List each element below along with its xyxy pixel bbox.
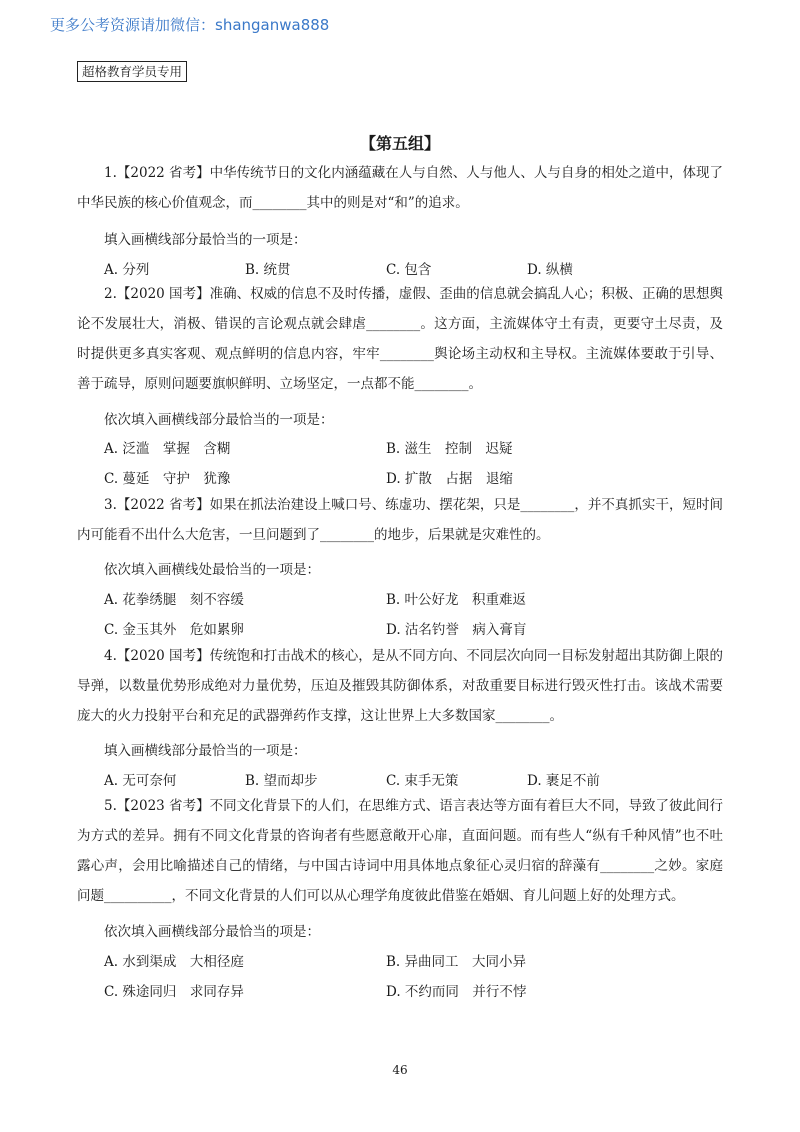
question-stem: 1.【2022 省考】中华传统节日的文化内涵蕴藏在人与自然、人与他人、人与自身的相处之道中，体现了中华民族的核心价值观念，而________其中的则是对“和”的追求。 [77,165,723,211]
question-2 [77,279,723,399]
question-instruction: 依次填入画横线部分最恰当的一项是： [104,412,334,428]
option-b[interactable]: B. 望而却步 [245,773,318,789]
option-b[interactable]: B. 统贯 [245,262,291,278]
option-d[interactable]: D. 不约而同 并行不悖 [386,984,527,1000]
question-4 [77,641,723,731]
group-title: 【第五组】 [359,134,440,153]
page-number: 46 [392,1063,408,1077]
option-a[interactable]: A. 分列 [104,262,150,278]
question-instruction: 填入画横线部分最恰当的一项是： [104,232,307,248]
question-3 [77,490,723,550]
option-b[interactable]: B. 异曲同工 大同小异 [386,954,527,970]
question-stem: 5.【2023 省考】不同文化背景下的人们，在思维方式、语言表达等方面有着巨大不同，导致了彼此间行为方式的差异。拥有不同文化背景的咨询者有些愿意敞开心扉，直面问题。而有些人“纵有千种风情”也不吐露心声，会用比喻描述自己的情绪，与中国古诗词中用具体地点象征心灵归宿的辞藻有________之妙。家庭问题__________，不同文化背景的人们可以从心理学角度彼此借鉴在婚姻、育儿问题上好的处理方式。 [77,798,723,904]
option-c[interactable]: C. 包含 [386,262,432,278]
watermark-text: 更多公考资源请加微信：shanganwa888 [50,16,330,34]
option-a[interactable]: A. 水到渠成 大相径庭 [104,954,244,970]
option-c[interactable]: C. 蔓延 守护 犹豫 [104,471,231,487]
exclusive-tag: 超格教育学员专用 [77,61,187,82]
option-c[interactable]: C. 金玉其外 危如累卵 [104,622,244,638]
option-a[interactable]: A. 花拳绣腿 刻不容缓 [104,592,244,608]
question-1 [77,158,723,218]
option-c[interactable]: C. 束手无策 [386,773,459,789]
option-c[interactable]: C. 殊途同归 求同存异 [104,984,244,1000]
option-d[interactable]: D. 沽名钓誉 病入膏肓 [386,622,527,638]
option-a[interactable]: A. 无可奈何 [104,773,177,789]
question-instruction: 依次填入画横线处最恰当的一项是： [104,562,320,578]
option-d[interactable]: D. 裹足不前 [527,773,600,789]
question-stem: 4.【2020 国考】传统饱和打击战术的核心，是从不同方向、不同层次向同一目标发射超出其防御上限的导弹，以数量优势形成绝对力量优势，压迫及摧毁其防御体系，对敌重要目标进行毁灭性打击。该战术需要庞大的火力投射平台和充足的武器弹药作支撑，这让世界上大多数国家________。 [77,648,723,724]
question-instruction: 依次填入画横线部分最恰当的项是： [104,924,320,940]
question-stem: 3.【2022 省考】如果在抓法治建设上喊口号、练虚功、摆花架，只是________，并不真抓实干，短时间内可能看不出什么大危害，一旦问题到了________的地步，后果就是灾难性的。 [77,497,723,543]
option-d[interactable]: D. 扩散 占据 退缩 [386,471,513,487]
question-instruction: 填入画横线部分最恰当的一项是： [104,743,307,759]
option-b[interactable]: B. 叶公好龙 积重难返 [386,592,527,608]
option-d[interactable]: D. 纵横 [527,262,573,278]
question-5 [77,791,723,911]
option-a[interactable]: A. 泛滥 掌握 含糊 [104,441,231,457]
option-b[interactable]: B. 滋生 控制 迟疑 [386,441,513,457]
question-stem: 2.【2020 国考】准确、权威的信息不及时传播，虚假、歪曲的信息就会搞乱人心；积极、正确的思想舆论不发展壮大，消极、错误的言论观点就会肆虐________。这方面，主流媒体守土有责，更要守土尽责，及时提供更多真实客观、观点鲜明的信息内容，牢牢________舆论场主动权和主导权。主流媒体要敢于引导、善于疏导，原则问题要旗帜鲜明、立场坚定，一点都不能________。 [77,286,723,392]
